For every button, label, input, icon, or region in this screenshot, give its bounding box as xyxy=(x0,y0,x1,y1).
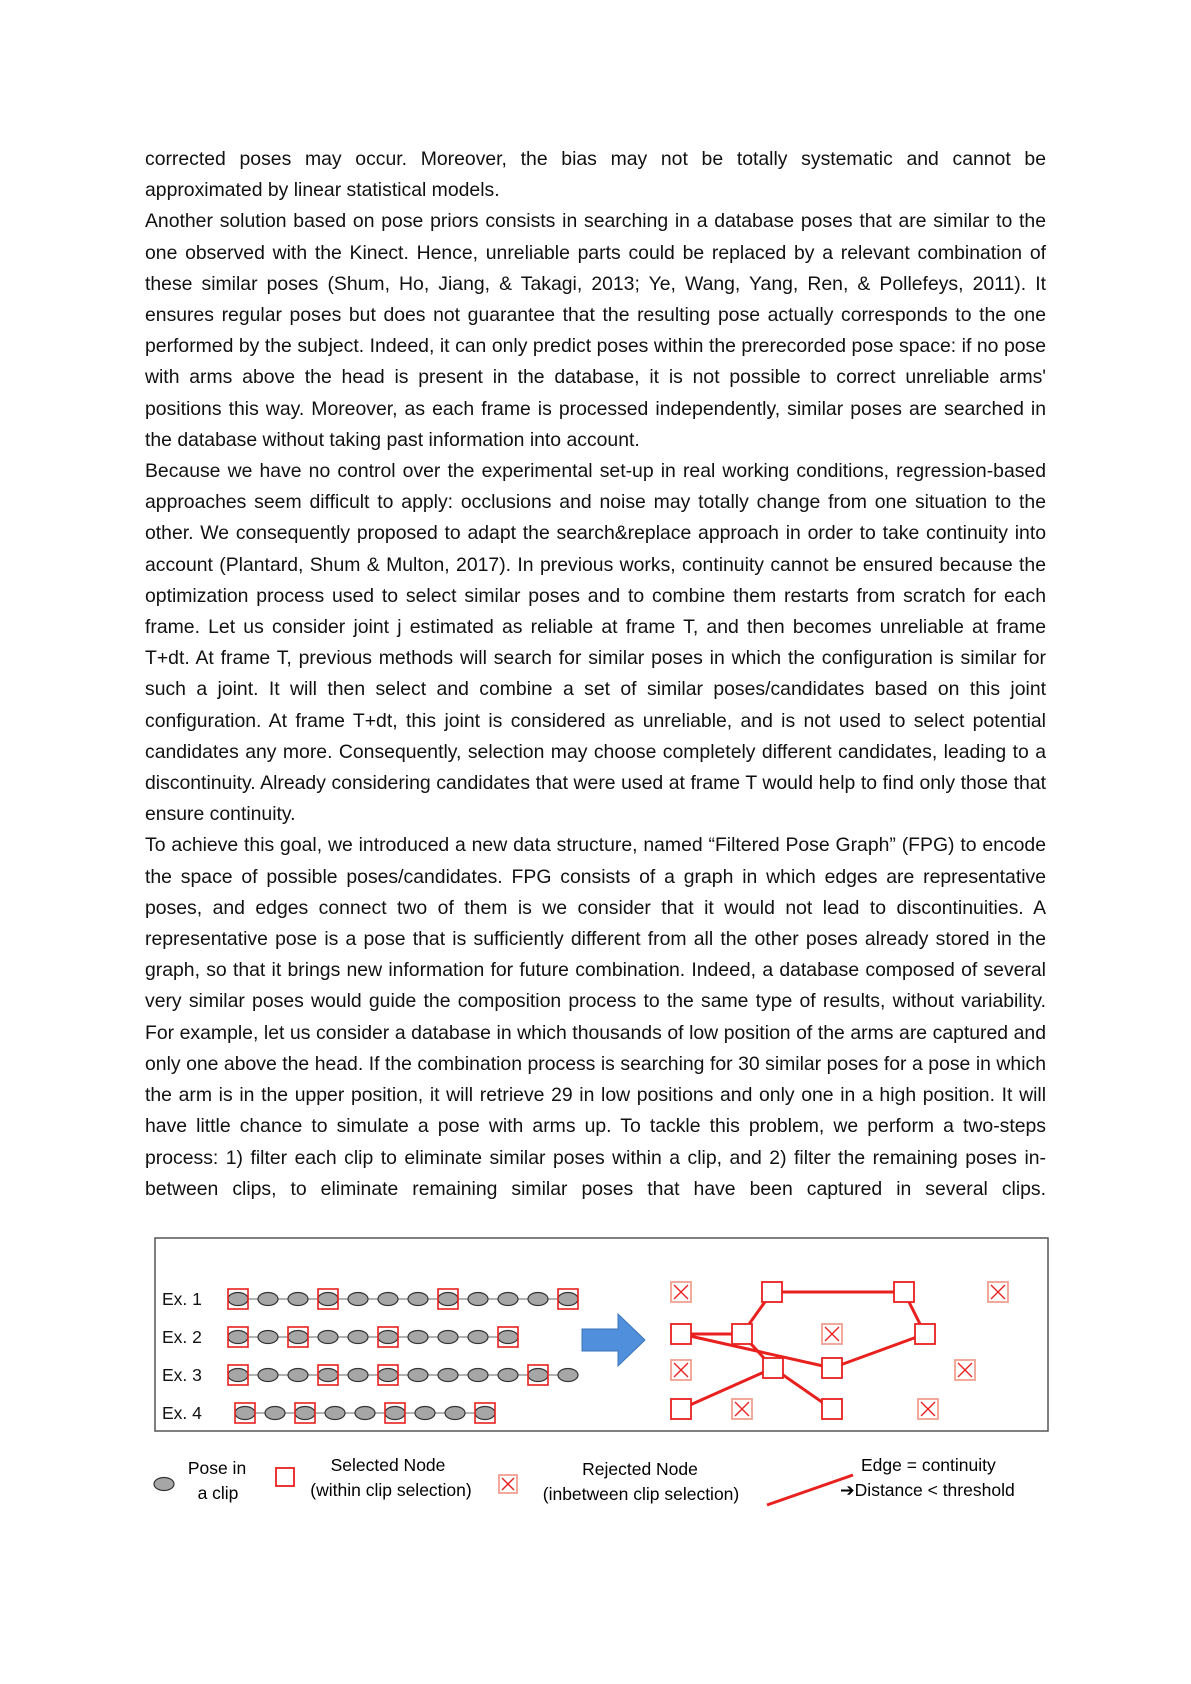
rejected-node xyxy=(732,1399,752,1419)
rejected-node xyxy=(988,1282,1008,1302)
pose-node xyxy=(378,1293,398,1306)
legend-selected-node-icon xyxy=(276,1468,294,1486)
pose-node xyxy=(318,1293,338,1306)
pose-node xyxy=(528,1293,548,1306)
pose-node xyxy=(318,1369,338,1382)
pose-clip-row xyxy=(162,1403,495,1423)
pose-node xyxy=(355,1407,375,1420)
pose-node xyxy=(468,1293,488,1306)
graph-nodes xyxy=(671,1282,1008,1419)
legend-rejected-label-2: (inbetween clip selection) xyxy=(542,1484,740,1504)
clip-label: Ex. 2 xyxy=(162,1327,202,1347)
pose-node xyxy=(385,1407,405,1420)
pose-node xyxy=(288,1331,308,1344)
clip-label: Ex. 4 xyxy=(162,1403,202,1423)
rejected-node xyxy=(671,1282,691,1302)
pose-node xyxy=(415,1407,435,1420)
rejected-node xyxy=(671,1360,691,1380)
pose-node xyxy=(258,1293,278,1306)
legend-edge-label-2: ➔Distance < threshold xyxy=(840,1480,1015,1500)
pose-node xyxy=(468,1331,488,1344)
legend-edge-label: Edge = continuity xyxy=(861,1455,996,1475)
clip-label: Ex. 3 xyxy=(162,1365,202,1385)
selected-node xyxy=(762,1282,782,1302)
legend-pose-icon xyxy=(154,1478,174,1491)
pose-node xyxy=(498,1293,518,1306)
pose-node xyxy=(258,1331,278,1344)
pose-node xyxy=(445,1407,465,1420)
pose-node xyxy=(438,1369,458,1382)
pose-node xyxy=(558,1293,578,1306)
pose-node xyxy=(408,1293,428,1306)
graph-edge xyxy=(832,1334,925,1368)
legend-rejected-node-icon xyxy=(499,1475,517,1493)
pose-node xyxy=(528,1369,548,1382)
selected-node xyxy=(894,1282,914,1302)
pose-clip-row xyxy=(162,1365,578,1385)
pose-node xyxy=(475,1407,495,1420)
legend-selected-label: Selected Node xyxy=(330,1455,446,1475)
legend xyxy=(154,1455,1015,1505)
legend-pose-label: Pose in xyxy=(187,1458,247,1478)
pose-node xyxy=(348,1369,368,1382)
pose-node xyxy=(498,1369,518,1382)
pose-clip-row xyxy=(162,1327,518,1347)
paragraph-2: Another solution based on pose priors consists in searching in a database poses that are similar to the one observed with the Kinect. Hence, unreliable parts could be replaced by a relevant combination of these similar poses (Shum, Ho, Jiang, & Takagi, 2013; Ye, Wang, Yang, Ren, & Pollefeys, 2011). It ensures regular poses but does not guarantee that the resulting pose actually corresponds to the one performed by the subject. Indeed, it can only predict poses within the prerecorded pose space: if no pose with arms above the head is present in the database, it is not possible to correct unreliable arms' positions this way. Moreover, as each frame is processed independently, similar poses are searched in the database without taking past information into account. xyxy=(145,210,1046,451)
pose-node xyxy=(408,1331,428,1344)
selected-node xyxy=(732,1324,752,1344)
pose-clips xyxy=(162,1289,578,1423)
paragraph-1: corrected poses may occur. Moreover, the bias may not be totally systematic and cannot be approximated by linear statistical models. xyxy=(145,148,1046,202)
pose-node xyxy=(438,1331,458,1344)
rejected-node xyxy=(918,1399,938,1419)
pose-node xyxy=(265,1407,285,1420)
selected-node xyxy=(671,1324,691,1344)
pose-node xyxy=(258,1369,278,1382)
pose-node xyxy=(228,1331,248,1344)
selected-node xyxy=(915,1324,935,1344)
pose-node xyxy=(288,1293,308,1306)
pose-node xyxy=(288,1369,308,1382)
pose-node xyxy=(378,1331,398,1344)
transform-arrow-icon xyxy=(582,1314,645,1366)
clip-label: Ex. 1 xyxy=(162,1289,202,1309)
pose-node xyxy=(348,1293,368,1306)
pose-node xyxy=(468,1369,488,1382)
legend-selected-label-2: (within clip selection) xyxy=(310,1480,472,1500)
pose-node xyxy=(558,1369,578,1382)
pose-node xyxy=(348,1331,368,1344)
selected-node xyxy=(822,1399,842,1419)
graph-edge xyxy=(681,1368,773,1409)
pose-node xyxy=(235,1407,255,1420)
pose-node xyxy=(408,1369,428,1382)
rejected-node xyxy=(955,1360,975,1380)
legend-rejected-label: Rejected Node xyxy=(582,1459,698,1479)
pose-node xyxy=(325,1407,345,1420)
pose-node xyxy=(378,1369,398,1382)
pose-node xyxy=(318,1331,338,1344)
graph-edges xyxy=(681,1292,925,1409)
selected-node xyxy=(671,1399,691,1419)
pose-node xyxy=(438,1293,458,1306)
selected-node xyxy=(763,1358,783,1378)
pose-node xyxy=(498,1331,518,1344)
paragraph-3: Because we have no control over the experimental set-up in real working conditions, regression-based approaches seem difficult to apply: occlusions and noise may totally change from one situation to the other. We consequently proposed to adapt the search&replace approach in order to take continuity into account (Plantard, Shum & Multon, 2017). In previous works, continuity cannot be ensured because the optimization process used to select similar poses and to combine them restarts from scratch for each frame. Let us consider joint j estimated as reliable at frame T, and then becomes unreliable at frame T+dt. At frame T, previous methods will search for similar poses in which the configuration is similar for such a joint. It will then select and combine a set of similar poses/candidates based on this joint configuration. At frame T+dt, this joint is considered as unreliable, and is not used to select potential candidates any more. Consequently, selection may choose completely different candidates, leading to a discontinuity. Already considering candidates that were used at frame T would help to find only those that ensure continuity. xyxy=(145,460,1046,826)
rejected-node xyxy=(822,1324,842,1344)
selected-node xyxy=(822,1358,842,1378)
pose-node xyxy=(295,1407,315,1420)
paragraph-4: To achieve this goal, we introduced a new data structure, named “Filtered Pose Graph” (FPG) to encode the space of possible poses/candidates. FPG consists of a graph in which edges are representative poses, and edges connect two of them is we consider that it would not lead to discontinuities. A representative pose is a pose that is sufficiently different from all the other poses already stored in the graph, so that it brings new information for future combination. Indeed, a database composed of several very similar poses would guide the composition process to the same type of results, without variability. For example, let us consider a database in which thousands of low position of the arms are captured and only one above the head. If the combination process is searching for 30 similar poses for a pose in which the arm is in the upper position, it will retrieve 29 in low positions and only one in a high position. It will have little chance to simulate a pose with arms up. To tackle this problem, we perform a two-steps process: 1) filter each clip to eliminate similar poses within a clip, and 2) filter the remaining poses in-between clips, to eliminate remaining similar poses that have been captured in several clips. xyxy=(145,834,1046,1200)
pose-clip-row xyxy=(162,1289,578,1309)
legend-pose-label-2: a clip xyxy=(197,1483,239,1503)
pose-node xyxy=(228,1293,248,1306)
pose-node xyxy=(228,1369,248,1382)
